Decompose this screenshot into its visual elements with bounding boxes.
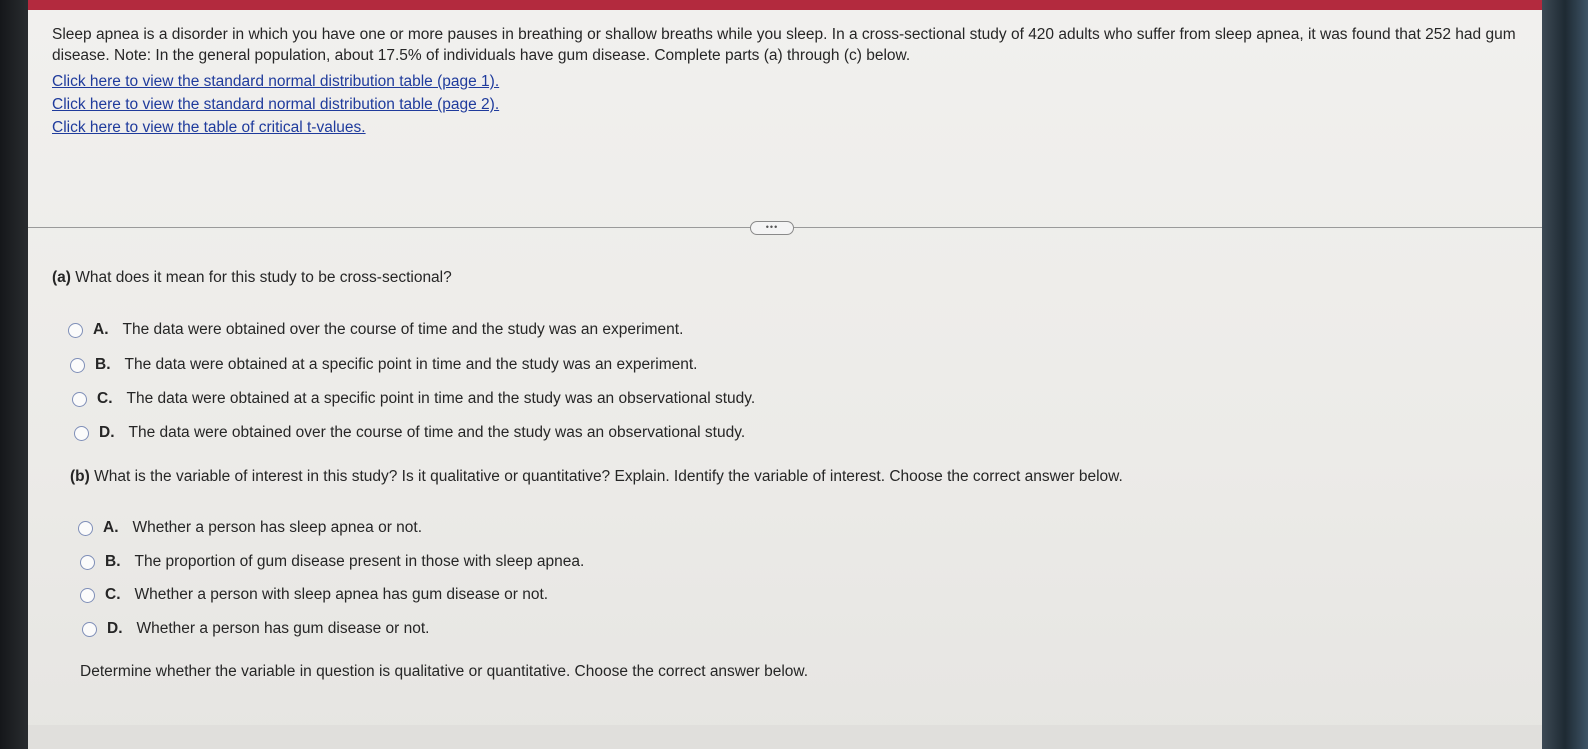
part-b-option-d[interactable]	[82, 620, 429, 638]
part-b-option-c[interactable]	[80, 586, 548, 604]
radio-button[interactable]	[74, 426, 89, 441]
option-text: Whether a person has gum disease or not.	[136, 620, 430, 637]
option-text: Whether a person has sleep apnea or not.	[132, 519, 423, 536]
part-a-option-d[interactable]	[74, 424, 745, 442]
radio-button[interactable]	[68, 323, 83, 338]
problem-statement: Sleep apnea is a disorder in which you have one or more pauses in breathing or shallow breaths while you sleep. In a cross-sectional study of 420 adults who suffer from sleep apnea, it was found that 252 had gum disease. Note: In the general population, about 17.5% of individuals have gum disease. Complete parts (a) through (c) below.	[52, 26, 1516, 64]
part-a-option-a[interactable]	[68, 321, 683, 339]
part-a-option-c[interactable]	[72, 390, 755, 408]
section-divider	[28, 221, 1542, 235]
part-a-option-b[interactable]	[70, 356, 697, 374]
part-b-tag: (b)	[70, 468, 90, 485]
radio-button[interactable]	[80, 555, 95, 570]
option-letter: B.	[105, 553, 121, 570]
option-letter: C.	[105, 586, 121, 603]
radio-button[interactable]	[78, 521, 93, 536]
bottom-strip	[28, 725, 1542, 749]
question-panel	[28, 10, 1542, 749]
option-text: The data were obtained at a specific point in time and the study was an observational study.	[126, 390, 756, 407]
part-b-option-b[interactable]	[80, 553, 584, 571]
part-b-question	[70, 467, 1123, 487]
part-b-question-text: What is the variable of interest in this study? Is it qualitative or quantitative? Explain. Identify the variable of interest. Choose the correct answer below.	[94, 468, 1123, 485]
option-letter: D.	[99, 424, 115, 441]
option-letter: D.	[107, 620, 123, 637]
expand-more-button[interactable]: •••	[750, 221, 794, 235]
option-letter: A.	[93, 321, 109, 338]
screen-bezel-left	[0, 0, 30, 749]
part-b-option-a[interactable]	[78, 519, 422, 537]
link-critical-t-values[interactable]: Click here to view the table of critical t-values.	[52, 119, 366, 136]
option-text: The data were obtained over the course of time and the study was an experiment.	[122, 321, 684, 338]
link-normal-table-page-1[interactable]: Click here to view the standard normal distribution table (page 1).	[52, 73, 500, 90]
top-accent-bar	[28, 0, 1542, 10]
question-header	[52, 24, 1532, 139]
part-a-question-text: What does it mean for this study to be cross-sectional?	[75, 269, 452, 286]
option-text: The data were obtained at a specific point in time and the study was an experiment.	[124, 356, 698, 373]
part-a-question	[52, 268, 452, 288]
link-normal-table-page-2[interactable]: Click here to view the standard normal distribution table (page 2).	[52, 96, 500, 113]
option-letter: A.	[103, 519, 119, 536]
radio-button[interactable]	[82, 622, 97, 637]
radio-button[interactable]	[70, 358, 85, 373]
determine-instruction: Determine whether the variable in question is qualitative or quantitative. Choose the correct answer below.	[80, 663, 809, 680]
reference-links	[52, 70, 1532, 139]
radio-button[interactable]	[80, 588, 95, 603]
option-text: Whether a person with sleep apnea has gum disease or not.	[134, 586, 549, 603]
radio-button[interactable]	[72, 392, 87, 407]
screen-bezel-right	[1542, 0, 1588, 749]
option-letter: B.	[95, 356, 111, 373]
option-text: The data were obtained over the course of time and the study was an observational study.	[128, 424, 746, 441]
part-a-tag: (a)	[52, 269, 71, 286]
option-text: The proportion of gum disease present in those with sleep apnea.	[134, 553, 585, 570]
option-letter: C.	[97, 390, 113, 407]
